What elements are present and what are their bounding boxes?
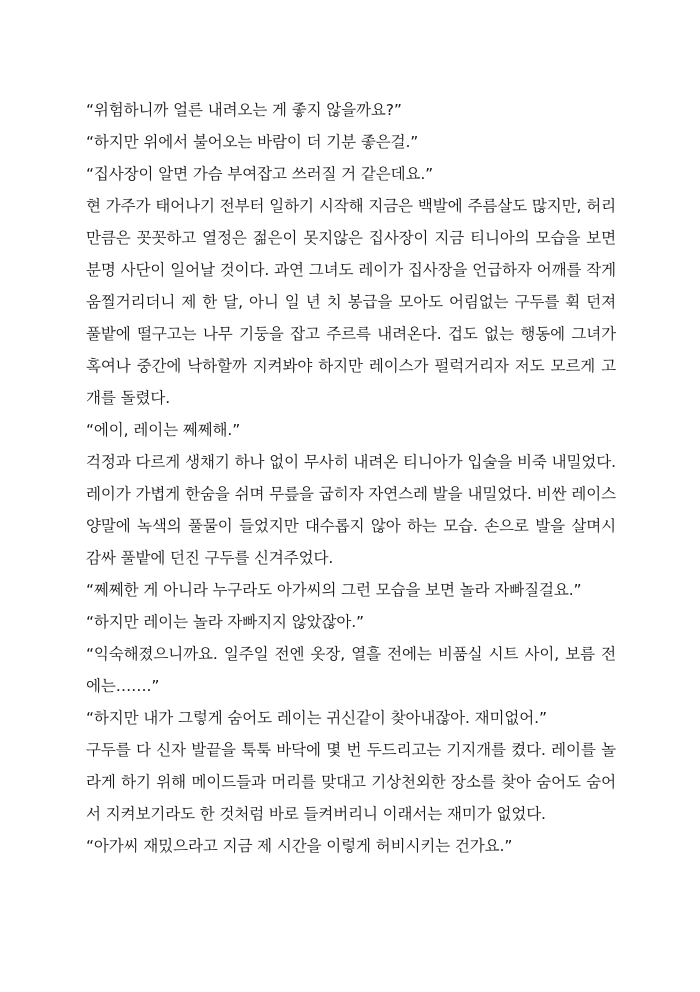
dialogue-line: “하지만 내가 그렇게 숨어도 레이는 귀신같이 찾아내잖아. 재미없어.” [86, 709, 547, 727]
dialogue-line: “집사장이 알면 가슴 부여잡고 쓰러질 거 같은데요.” [86, 165, 434, 183]
dialogue-line: “에이, 레이는 쩨쩨해.” [86, 421, 241, 439]
dialogue-line: “쩨쩨한 게 아니라 누구라도 아가씨의 그런 모습을 보면 놀라 자빠질걸요.” [86, 581, 582, 599]
dialogue-line: “하지만 위에서 불어오는 바람이 더 기분 좋은걸.” [86, 133, 419, 151]
body-text [86, 94, 616, 862]
dialogue-line: “위험하니까 얼른 내려오는 게 좋지 않을까요?” [86, 101, 402, 119]
narration-paragraph: 걱정과 다르게 생채기 하나 없이 무사히 내려온 티니아가 입술을 비죽 내밀었다. 레이가 가볍게 한숨을 쉬며 무릎을 굽히자 자연스레 발을 내밀었다. 비싼 레이스 양말에 녹색의 풀물이 들었지만 대수롭지 않아 하는 모습. 손으로 발을 살며시 감싸 풀밭에 던진 구두를 신겨주었다. [86, 453, 616, 567]
dialogue-line: “하지만 레이는 놀라 자빠지지 않았잖아.” [86, 613, 364, 631]
narration-paragraph: 구두를 다 신자 발끝을 툭툭 바닥에 몇 번 두드리고는 기지개를 켰다. 레이를 놀라게 하기 위해 메이드들과 머리를 맞대고 기상천외한 장소를 찾아 숨어도 숨어서 지켜보기라도 한 것처럼 바로 들켜버리니 이래서는 재미가 없었다. [86, 741, 616, 823]
dialogue-line: “아가씨 재밌으라고 지금 제 시간을 이렇게 허비시키는 건가요.” [86, 837, 513, 855]
narration-paragraph: 현 가주가 태어나기 전부터 일하기 시작해 지금은 백발에 주름살도 많지만, 허리만큼은 꼿꼿하고 열정은 젊은이 못지않은 집사장이 지금 티니아의 모습을 보면 분명 사단이 일어날 것이다. 과연 그녀도 레이가 집사장을 언급하자 어깨를 작게 움찔거리더니 제 한 달, 아니 일 년 치 봉급을 모아도 어림없는 구두를 휙 던져 풀밭에 떨구고는 나무 기둥을 잡고 주르륵 내려온다. 겁도 없는 행동에 그녀가 혹여나 중간에 낙하할까 지켜봐야 하지만 레이스가 펄럭거리자 저도 모르게 고개를 돌렸다. [86, 197, 616, 407]
dialogue-line: “익숙해졌으니까요. 일주일 전엔 옷장, 열흘 전에는 비품실 시트 사이, 보름 전에는…….” [86, 645, 616, 695]
